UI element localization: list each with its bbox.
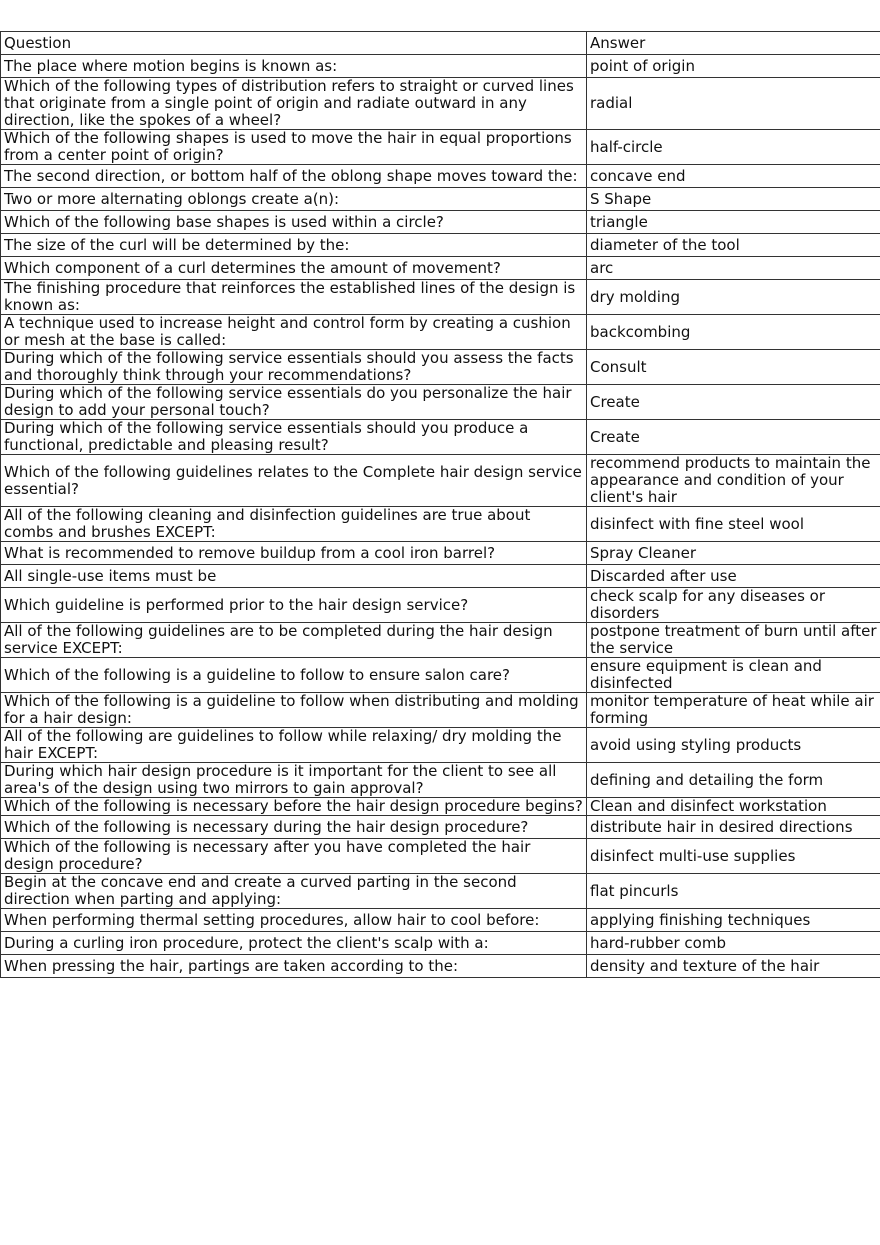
question-cell: During which of the following service essentials do you personalize the hair design to add your personal touch? bbox=[1, 385, 587, 420]
answer-cell: diameter of the tool bbox=[587, 234, 880, 257]
question-cell: The finishing procedure that reinforces the established lines of the design is known as: bbox=[1, 280, 587, 315]
answer-cell: S Shape bbox=[587, 188, 880, 211]
table-row bbox=[1, 455, 880, 507]
answer-cell: avoid using styling products bbox=[587, 728, 880, 763]
question-cell: Which of the following shapes is used to move the hair in equal proportions from a center point of origin? bbox=[1, 130, 587, 165]
question-cell: The second direction, or bottom half of the oblong shape moves toward the: bbox=[1, 165, 587, 188]
table-row bbox=[1, 728, 880, 763]
question-cell: Which of the following base shapes is used within a circle? bbox=[1, 211, 587, 234]
table-row bbox=[1, 188, 880, 211]
answer-cell: arc bbox=[587, 257, 880, 280]
table-row bbox=[1, 385, 880, 420]
question-cell: What is recommended to remove buildup from a cool iron barrel? bbox=[1, 542, 587, 565]
answer-cell: Create bbox=[587, 420, 880, 455]
table-row bbox=[1, 234, 880, 257]
answer-cell: Clean and disinfect workstation bbox=[587, 798, 880, 816]
answer-cell: dry molding bbox=[587, 280, 880, 315]
table-row bbox=[1, 350, 880, 385]
qa-sheet bbox=[0, 31, 880, 978]
question-cell: Which of the following is a guideline to follow to ensure salon care? bbox=[1, 658, 587, 693]
question-cell: Which component of a curl determines the amount of movement? bbox=[1, 257, 587, 280]
table-row bbox=[1, 130, 880, 165]
question-cell: Which of the following guidelines relates to the Complete hair design service essential? bbox=[1, 455, 587, 507]
answer-cell: radial bbox=[587, 78, 880, 130]
answer-cell: applying finishing techniques bbox=[587, 909, 880, 932]
question-cell: All single-use items must be bbox=[1, 565, 587, 588]
answer-cell: distribute hair in desired directions bbox=[587, 816, 880, 839]
question-cell: The place where motion begins is known as: bbox=[1, 55, 587, 78]
question-cell: Which of the following is necessary after you have completed the hair design procedure? bbox=[1, 839, 587, 874]
answer-cell: Discarded after use bbox=[587, 565, 880, 588]
table-row bbox=[1, 165, 880, 188]
table-row bbox=[1, 658, 880, 693]
question-cell: Which of the following is a guideline to follow when distributing and molding for a hair design: bbox=[1, 693, 587, 728]
table-row bbox=[1, 932, 880, 955]
answer-cell: hard-rubber comb bbox=[587, 932, 880, 955]
header-answer: Answer bbox=[587, 32, 880, 55]
answer-cell: recommend products to maintain the appearance and condition of your client's hair bbox=[587, 455, 880, 507]
question-cell: Which of the following types of distribution refers to straight or curved lines that originate from a single point of origin and radiate outward in any direction, like the spokes of a wheel? bbox=[1, 78, 587, 130]
table-row bbox=[1, 623, 880, 658]
question-cell: The size of the curl will be determined by the: bbox=[1, 234, 587, 257]
answer-cell: backcombing bbox=[587, 315, 880, 350]
question-cell: During a curling iron procedure, protect the client's scalp with a: bbox=[1, 932, 587, 955]
table-row bbox=[1, 874, 880, 909]
table-row bbox=[1, 565, 880, 588]
table-row bbox=[1, 78, 880, 130]
answer-cell: Spray Cleaner bbox=[587, 542, 880, 565]
table-row bbox=[1, 763, 880, 798]
answer-cell: disinfect with fine steel wool bbox=[587, 507, 880, 542]
answer-cell: half-circle bbox=[587, 130, 880, 165]
table-row bbox=[1, 816, 880, 839]
table-row bbox=[1, 507, 880, 542]
answer-cell: triangle bbox=[587, 211, 880, 234]
table-row bbox=[1, 280, 880, 315]
question-cell: When pressing the hair, partings are taken according to the: bbox=[1, 955, 587, 978]
table-row bbox=[1, 588, 880, 623]
question-cell: Which guideline is performed prior to the hair design service? bbox=[1, 588, 587, 623]
answer-cell: Consult bbox=[587, 350, 880, 385]
answer-cell: density and texture of the hair bbox=[587, 955, 880, 978]
question-cell: During which hair design procedure is it important for the client to see all area's of the design using two mirrors to gain approval? bbox=[1, 763, 587, 798]
header-question: Question bbox=[1, 32, 587, 55]
table-row bbox=[1, 955, 880, 978]
question-cell: Which of the following is necessary before the hair design procedure begins? bbox=[1, 798, 587, 816]
table-row bbox=[1, 257, 880, 280]
table-row bbox=[1, 693, 880, 728]
question-cell: A technique used to increase height and control form by creating a cushion or mesh at the base is called: bbox=[1, 315, 587, 350]
answer-cell: ensure equipment is clean and disinfected bbox=[587, 658, 880, 693]
table-row bbox=[1, 839, 880, 874]
answer-cell: flat pincurls bbox=[587, 874, 880, 909]
answer-cell: monitor temperature of heat while air forming bbox=[587, 693, 880, 728]
qa-table bbox=[0, 31, 880, 978]
answer-cell: postpone treatment of burn until after the service bbox=[587, 623, 880, 658]
table-row bbox=[1, 420, 880, 455]
question-cell: All of the following guidelines are to be completed during the hair design service EXCEPT: bbox=[1, 623, 587, 658]
question-cell: Begin at the concave end and create a curved parting in the second direction when parting and applying: bbox=[1, 874, 587, 909]
table-row bbox=[1, 798, 880, 816]
table-row bbox=[1, 542, 880, 565]
question-cell: All of the following are guidelines to follow while relaxing/ dry molding the hair EXCEPT: bbox=[1, 728, 587, 763]
answer-cell: defining and detailing the form bbox=[587, 763, 880, 798]
question-cell: Which of the following is necessary during the hair design procedure? bbox=[1, 816, 587, 839]
table-row bbox=[1, 211, 880, 234]
qa-table-body bbox=[1, 32, 880, 978]
question-cell: Two or more alternating oblongs create a(n): bbox=[1, 188, 587, 211]
question-cell: When performing thermal setting procedures, allow hair to cool before: bbox=[1, 909, 587, 932]
table-row bbox=[1, 55, 880, 78]
answer-cell: point of origin bbox=[587, 55, 880, 78]
table-row bbox=[1, 909, 880, 932]
answer-cell: check scalp for any diseases or disorders bbox=[587, 588, 880, 623]
answer-cell: concave end bbox=[587, 165, 880, 188]
question-cell: All of the following cleaning and disinfection guidelines are true about combs and brushes EXCEPT: bbox=[1, 507, 587, 542]
question-cell: During which of the following service essentials should you assess the facts and thoroughly think through your recommendations? bbox=[1, 350, 587, 385]
table-row bbox=[1, 315, 880, 350]
question-cell: During which of the following service essentials should you produce a functional, predictable and pleasing result? bbox=[1, 420, 587, 455]
header-row bbox=[1, 32, 880, 55]
answer-cell: disinfect multi-use supplies bbox=[587, 839, 880, 874]
answer-cell: Create bbox=[587, 385, 880, 420]
